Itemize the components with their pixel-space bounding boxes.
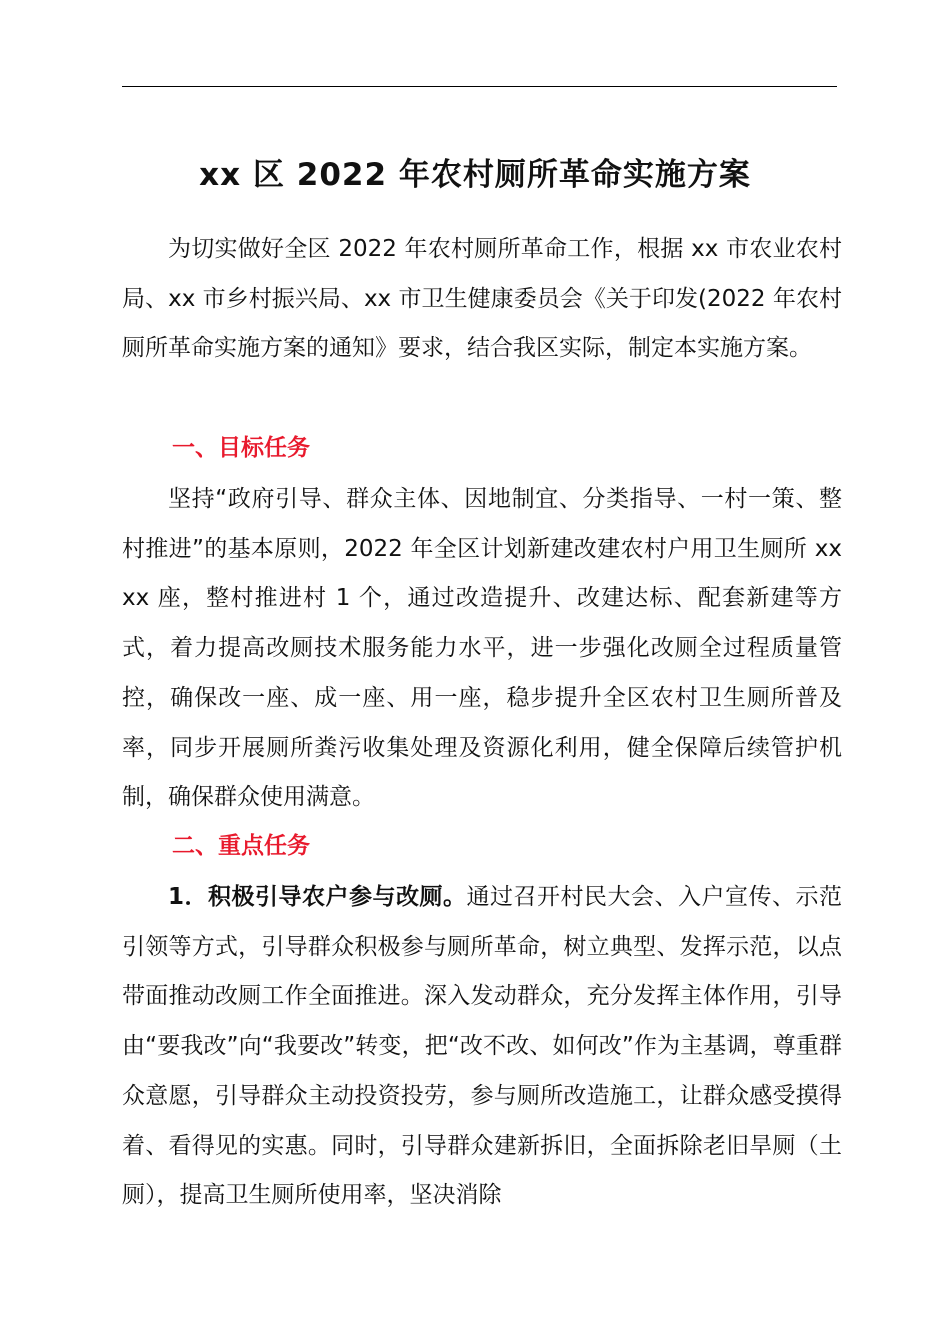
intro-paragraph: 为切实做好全区 2022 年农村厕所革命工作，根据 xx 市农业农村局、xx 市乡村振兴局、xx 市卫生健康委员会《关于印发(2022 年农村厕所革命实施方案的通知》要求，结合我区实际，制定本实施方案。 bbox=[122, 236, 843, 362]
goals-paragraph: 坚持“政府引导、群众主体、因地制宜、分类指导、一村一策、整村推进”的基本原则，2022 年全区计划新建改建农村户用卫生厕所 xxxx 座，整村推进村 1 个，通过改造提升、改建达标、配套新建等方式，着力提高改厕技术服务能力水平，进一步强化改厕全过程质量管控，确保改一座、成一座、用一座，稳步提升全区农村卫生厕所普及率，同步开展厕所粪污收集处理及资源化利用，健全保障后续管护机制，确保群众使用满意。 bbox=[122, 486, 842, 811]
document-title: xx 区 2022 年农村厕所革命实施方案 bbox=[199, 157, 751, 193]
header-rule bbox=[122, 86, 837, 87]
key-task-1-lead: 1．积极引导农户参与改厕。 bbox=[168, 884, 467, 910]
section-heading-goals: 一、目标任务 bbox=[172, 435, 310, 461]
key-task-1-body: 通过召开村民大会、入户宣传、示范引领等方式，引导群众积极参与厕所革命，树立典型、发挥示范，以点带面推动改厕工作全面推进。深入发动群众，充分发挥主体作用，引导由“要我改”向“我要改”转变，把“改不改、如何改”作为主基调，尊重群众意愿，引导群众主动投资投劳，参与厕所改造施工，让群众感受摸得着、看得见的实惠。同时，引导群众建新拆旧，全面拆除老旧旱厕（土厕），提高卫生厕所使用率，坚决消除 bbox=[122, 884, 842, 1209]
section-heading-key-tasks: 二、重点任务 bbox=[172, 833, 310, 859]
key-task-paragraph-1 bbox=[122, 873, 842, 1221]
